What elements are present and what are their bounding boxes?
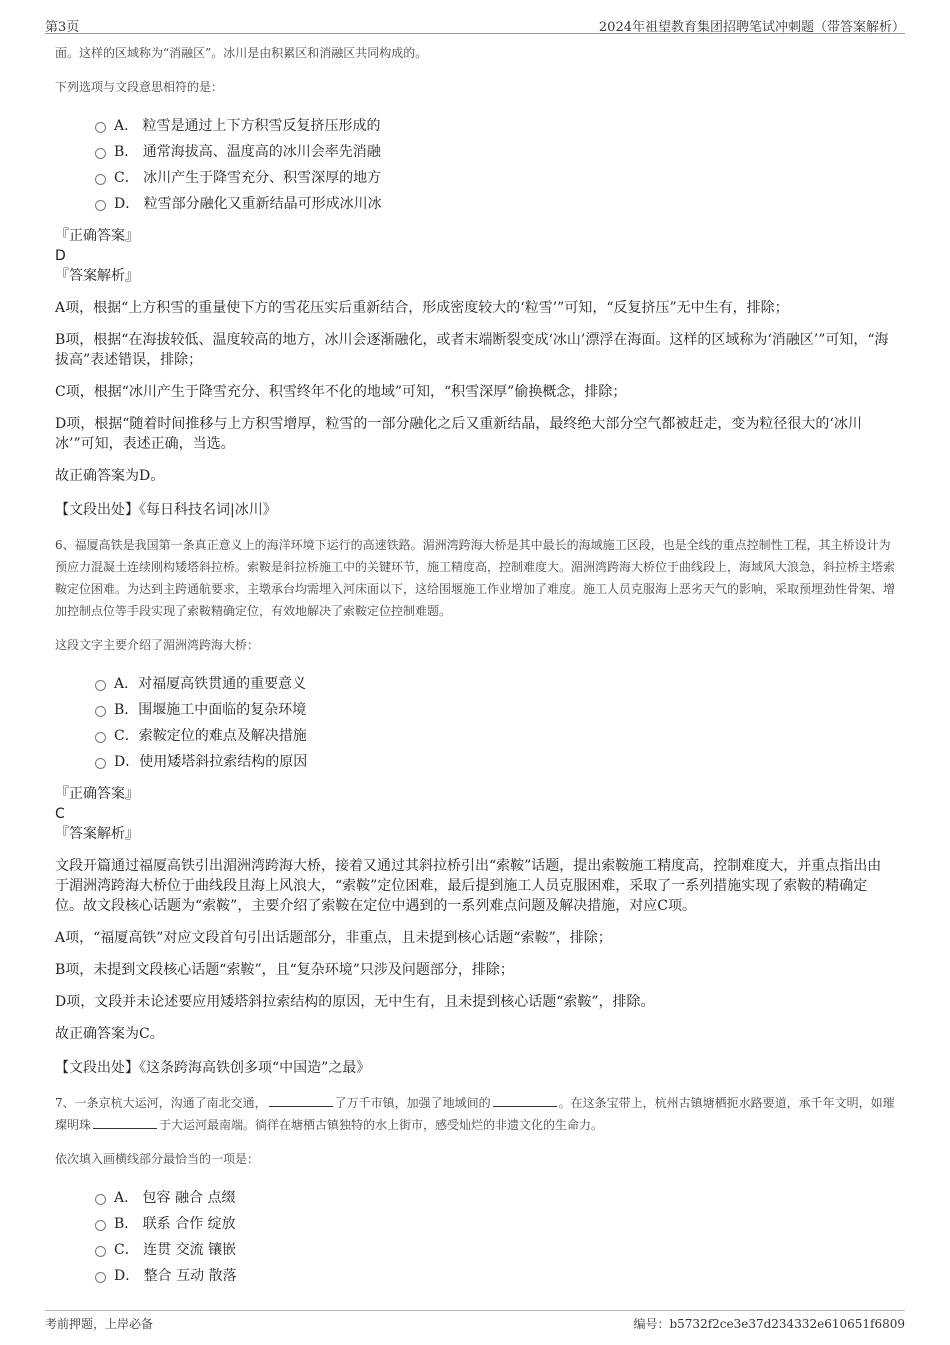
radio-icon[interactable] — [95, 732, 106, 743]
fill-blank-2 — [493, 1095, 557, 1107]
q6-options — [95, 670, 895, 774]
q5-prompt: 下列选项与文段意思相符的是： — [55, 80, 224, 94]
q7-option-c[interactable]: C． 连贯 交流 镶嵌 — [95, 1236, 895, 1262]
radio-icon[interactable] — [95, 1272, 106, 1283]
q5-options — [95, 112, 895, 216]
page-number: 第3页 — [45, 20, 80, 35]
radio-icon[interactable] — [95, 680, 106, 691]
q6-option-d[interactable]: D．使用矮塔斜拉索结构的原因 — [95, 748, 895, 774]
radio-icon[interactable] — [95, 200, 106, 211]
q5-option-a[interactable]: A． 粒雪是通过上下方积雪反复挤压形成的 — [95, 112, 895, 138]
q6-conclusion: 故正确答案为C。 — [55, 1026, 164, 1042]
q6-analysis-label: 『答案解析』 — [55, 826, 139, 842]
q5-analysis-c: C项，根据“冰川产生于降雪充分、积雪终年不化的地域”可知，“积雪深厚”偷换概念，排除； — [55, 384, 627, 400]
page-header — [45, 14, 905, 34]
q6-analysis-main: 文段开篇通过福厦高铁引出湄洲湾跨海大桥，接着又通过其斜拉桥引出“索鞍”话题，提出索鞍施工精度高，控制难度大，并重点指出由于湄洲湾跨海大桥位于曲线段且海上风浪大，“索鞍”定位困难，最后提到施工人员克服困难，采取了一系列措施实现了索鞍的精确定位。故文段核心话题为“索鞍”，主要介绍了索鞍在定位中遇到的一系列难点问题及解决措施，对应C项。 — [55, 858, 882, 914]
q5-option-d[interactable]: D． 粒雪部分融化又重新结晶可形成冰川冰 — [95, 190, 895, 216]
q7-prompt: 依次填入画横线部分最恰当的一项是： — [55, 1152, 260, 1166]
q6-answer-label: 『正确答案』 — [55, 786, 139, 802]
q6-source: 【文段出处】《这条跨海高铁创多项“中国造”之最》 — [55, 1060, 371, 1076]
q5-analysis-b: B项，根据“在海拔较低、温度较高的地方，冰川会逐渐融化，或者末端断裂变成‘冰山’漂浮在海面。这样的区域称为‘消融区’”可知，“海拔高”表述错误，排除； — [55, 332, 889, 368]
radio-icon[interactable] — [95, 1194, 106, 1205]
q5-option-c[interactable]: C． 冰川产生于降雪充分、积雪深厚的地方 — [95, 164, 895, 190]
q7-passage: 7、一条京杭大运河，沟通了南北交通， 了万千市镇，加强了地域间的 。在这条宝带上，杭州古镇塘栖扼水路要道，承千年文明，如璀璨明珠 于大运河最南端。徜徉在塘栖古镇独特的水上街市，感受灿烂的非遗文化的生命力。 — [55, 1096, 895, 1132]
q5-analysis-d: D项，根据“随着时间推移与上方积雪增厚，粒雪的一部分融化之后又重新结晶，最终绝大部分空气都被赶走，变为粒径很大的‘冰川冰’”可知，表述正确，当选。 — [55, 416, 862, 452]
q6-option-a[interactable]: A．对福厦高铁贯通的重要意义 — [95, 670, 895, 696]
footer-slogan: 考前押题，上岸必备 — [45, 1317, 154, 1331]
q6-answer: C — [55, 806, 65, 822]
q6-passage: 6、福厦高铁是我国第一条真正意义上的海洋环境下运行的高速铁路。湄洲湾跨海大桥是其中最长的海域施工区段，也是全线的重点控制性工程，其主桥设计为预应力混凝土连续刚构矮塔斜拉桥。索鞍是斜拉桥施工中的关键环节，施工精度高，控制难度大。湄洲湾跨海大桥位于曲线段上，海域风大浪急，斜拉桥主塔索鞍定位困难。为达到主跨通航要求，主墩承台均需埋入河床面以下，这给围堰施工作业增加了难度。施工人员克服海上恶劣天气的影响，采取预埋劲性骨架、增加控制点位等手段实现了索鞍精确定位，有效地解决了索鞍定位控制难题。 — [55, 538, 896, 618]
q5-passage-tail: 面。这样的区域称为“消融区”。冰川是由积累区和消融区共同构成的。 — [55, 46, 428, 60]
radio-icon[interactable] — [95, 758, 106, 769]
q6-analysis-d: D项，文段并未论述要应用矮塔斜拉索结构的原因，无中生有，且未提到核心话题“索鞍”，排除。 — [55, 994, 655, 1010]
q5-analysis-a: A项，根据“上方积雪的重量使下方的雪花压实后重新结合，形成密度较大的‘粒雪’”可知，“反复挤压”无中生有，排除； — [55, 300, 789, 316]
q5-option-b[interactable]: B． 通常海拔高、温度高的冰川会率先消融 — [95, 138, 895, 164]
q5-answer-label: 『正确答案』 — [55, 228, 139, 244]
document-title: 2024年祖望教育集团招聘笔试冲刺题（带答案解析） — [598, 20, 905, 35]
q5-answer: D — [55, 248, 66, 264]
radio-icon[interactable] — [95, 1220, 106, 1231]
q5-conclusion: 故正确答案为D。 — [55, 468, 165, 484]
radio-icon[interactable] — [95, 148, 106, 159]
q7-options — [95, 1184, 895, 1288]
fill-blank-3 — [93, 1117, 157, 1129]
q7-option-d[interactable]: D． 整合 互动 散落 — [95, 1262, 895, 1288]
page-content — [55, 42, 895, 1298]
radio-icon[interactable] — [95, 174, 106, 185]
q6-analysis-b: B项，未提到文段核心话题“索鞍”，且“复杂环境”只涉及问题部分，排除； — [55, 962, 514, 978]
document-id: 编号：b5732f2ce3e37d234332e610651f6809 — [633, 1317, 905, 1331]
q6-prompt: 这段文字主要介绍了湄洲湾跨海大桥： — [55, 638, 260, 652]
q6-option-c[interactable]: C．索鞍定位的难点及解决措施 — [95, 722, 895, 748]
radio-icon[interactable] — [95, 122, 106, 133]
page-footer — [45, 1310, 905, 1334]
q6-analysis-a: A项，“福厦高铁”对应文段首句引出话题部分，非重点，且未提到核心话题“索鞍”，排除； — [55, 930, 612, 946]
radio-icon[interactable] — [95, 1246, 106, 1257]
q5-source: 【文段出处】《每日科技名词|冰川》 — [55, 502, 277, 518]
radio-icon[interactable] — [95, 706, 106, 717]
q7-option-b[interactable]: B． 联系 合作 绽放 — [95, 1210, 895, 1236]
q5-analysis-label: 『答案解析』 — [55, 268, 139, 284]
q6-option-b[interactable]: B．围堰施工中面临的复杂环境 — [95, 696, 895, 722]
fill-blank-1 — [269, 1095, 333, 1107]
q7-option-a[interactable]: A． 包容 融合 点缀 — [95, 1184, 895, 1210]
